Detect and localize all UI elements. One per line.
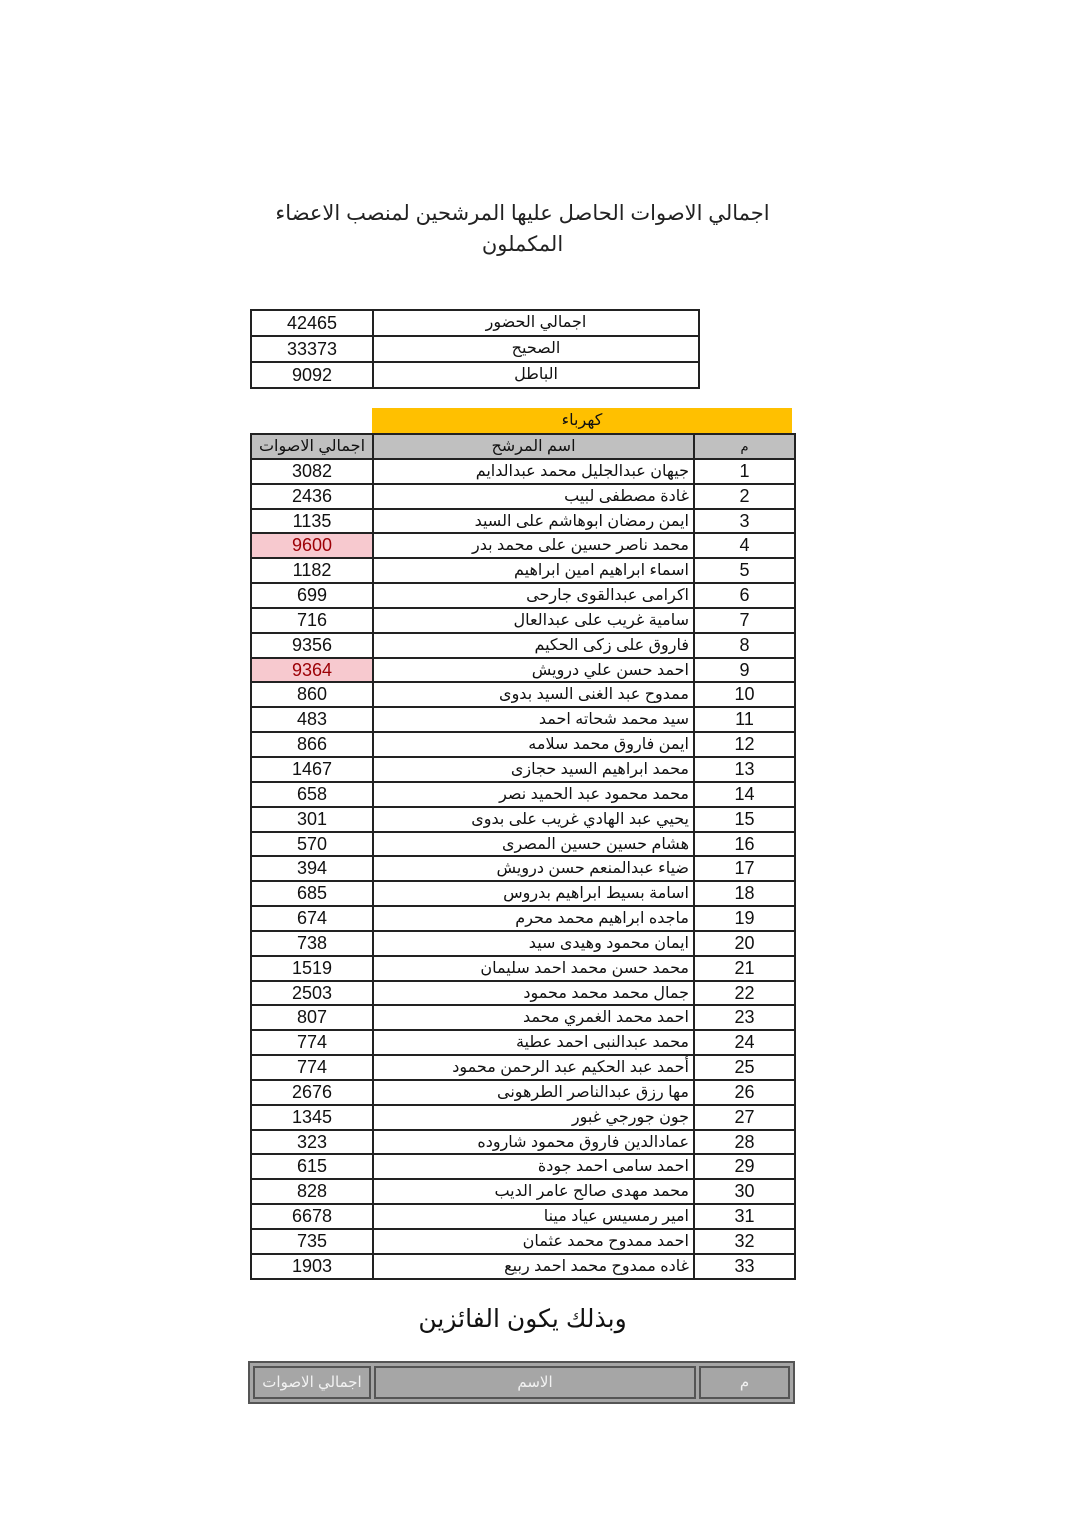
- candidate-name-cell: هشام حسين حسين المصرى: [374, 833, 695, 856]
- summary-row-invalid: [252, 363, 698, 389]
- summary-label: الصحيح: [511, 340, 561, 357]
- title-line-2: المكملون: [481, 233, 564, 256]
- votes-cell: 738: [252, 932, 374, 955]
- winners-title: وبذلك يكون الفائزين: [418, 1305, 627, 1333]
- index-cell: 1: [739, 460, 750, 481]
- table-row: [252, 907, 794, 932]
- votes-cell: 807: [252, 1006, 374, 1029]
- votes-cell: 774: [252, 1031, 374, 1054]
- index-cell: 11: [735, 709, 754, 730]
- candidate-name-cell: فاروق على زكى الحكيم: [374, 634, 695, 657]
- index-cell: 8: [739, 634, 750, 655]
- index-cell: 3: [739, 510, 750, 531]
- candidate-name-cell: محمد حسن محمد احمد سليمان: [374, 957, 695, 980]
- table-row: [252, 1255, 794, 1280]
- winners-header-votes: اجمالي الاصوات: [253, 1366, 371, 1399]
- index-cell: 15: [734, 808, 755, 829]
- table-row: [252, 1056, 794, 1081]
- table-row: [252, 683, 794, 708]
- table-row: [252, 485, 794, 510]
- table-row: [252, 783, 794, 808]
- summary-label: اجمالي الحضور: [485, 314, 587, 331]
- header-votes: اجمالي الاصوات: [252, 435, 374, 458]
- candidate-name-cell: سامية غريب على عبدالعال: [374, 609, 695, 632]
- candidate-name-cell: محمد عبدالنبى احمد عطية: [374, 1031, 695, 1054]
- table-row: [252, 932, 794, 957]
- candidate-name-cell: اسماء ابراهيم امين ابراهيم: [374, 559, 695, 582]
- votes-cell: 301: [252, 808, 374, 831]
- summary-row-valid: [252, 337, 698, 363]
- table-row: [252, 982, 794, 1007]
- candidate-name-cell: امير رمسيس عياد مينا: [374, 1205, 695, 1228]
- candidate-name-cell: ايمن فاروق محمد سلامه: [374, 733, 695, 756]
- index-cell: 30: [734, 1181, 755, 1202]
- votes-cell: 866: [252, 733, 374, 756]
- table-row: [252, 1230, 794, 1255]
- candidate-name-cell: جون جورجي غبور: [374, 1106, 695, 1129]
- candidate-name-cell: محمد ابراهيم السيد حجازى: [374, 758, 695, 781]
- candidate-name-cell: ماجده ابراهيم محمد محرم: [374, 907, 695, 930]
- candidate-name-cell: عمادالدين فاروق محمود شاروده: [374, 1131, 695, 1154]
- candidate-name-cell: احمد ممدوح محمد عثمان: [374, 1230, 695, 1253]
- candidates-table: [250, 433, 796, 1280]
- candidate-name-cell: سيد محمد شحاته احمد: [374, 708, 695, 731]
- title-line-1: اجمالي الاصوات الحاصل عليها المرشحين لمنصب الاعضاء: [275, 202, 770, 225]
- index-cell: 32: [734, 1231, 755, 1251]
- index-cell: 5: [739, 560, 750, 581]
- table-row: [252, 1155, 794, 1180]
- index-cell: 9: [739, 659, 750, 680]
- candidate-name-cell: احمد سامى احمد جودة: [374, 1155, 695, 1178]
- index-cell: 26: [734, 1081, 755, 1102]
- table-row: [252, 1106, 794, 1131]
- table-row: [252, 1205, 794, 1230]
- table-row: [252, 659, 794, 684]
- index-cell: 21: [734, 957, 755, 978]
- candidate-name-cell: محمد محمود عبد الحميد نصر: [374, 783, 695, 806]
- votes-cell: 9356: [252, 634, 374, 657]
- candidate-name-cell: اكرامى عبدالقوى جارحى: [374, 584, 695, 607]
- votes-cell: 716: [252, 609, 374, 632]
- votes-cell: 735: [252, 1230, 374, 1253]
- candidate-name-cell: ضياء عبدالمنعم حسن درويش: [374, 857, 695, 880]
- table-header-row: [252, 433, 794, 460]
- table-row: [252, 833, 794, 858]
- votes-cell: 860: [252, 683, 374, 706]
- candidate-name-cell: يحيي عبد الهادي غريب على بدوى: [374, 808, 695, 831]
- summary-label: الباطل: [514, 366, 558, 383]
- votes-cell: 1903: [252, 1255, 374, 1278]
- table-row: [252, 1031, 794, 1056]
- index-cell: 4: [739, 535, 750, 556]
- index-cell: 16: [734, 833, 755, 854]
- candidate-name-cell: مها رزق عبدالناصر الطرهونى: [374, 1081, 695, 1104]
- section-header: كهرباء: [372, 408, 792, 433]
- table-row: [252, 857, 794, 882]
- table-row: [252, 808, 794, 833]
- index-cell: 13: [734, 758, 755, 779]
- candidate-name-cell: غاده ممدوح محمد احمد ربيع: [374, 1255, 695, 1278]
- table-row: [252, 733, 794, 758]
- votes-cell: 2503: [252, 982, 374, 1005]
- votes-cell: 658: [252, 783, 374, 806]
- votes-cell: 9600: [252, 534, 374, 557]
- table-row: [252, 1081, 794, 1106]
- index-cell: 18: [734, 883, 755, 904]
- votes-cell: 1519: [252, 957, 374, 980]
- index-cell: 6: [739, 585, 750, 606]
- votes-cell: 674: [252, 907, 374, 930]
- table-row: [252, 559, 794, 584]
- votes-cell: 615: [252, 1155, 374, 1178]
- votes-cell: 2676: [252, 1081, 374, 1104]
- votes-cell: 9364: [252, 659, 374, 682]
- candidate-name-cell: احمد محمد الغمري محمد: [374, 1006, 695, 1029]
- summary-value: 42465: [252, 311, 374, 335]
- votes-cell: 1135: [252, 510, 374, 533]
- table-row: [252, 708, 794, 733]
- candidate-name-cell: أحمد عبد الحكيم عبد الرحمن محمود: [374, 1056, 695, 1079]
- votes-cell: 394: [252, 857, 374, 880]
- table-row: [252, 758, 794, 783]
- votes-cell: 3082: [252, 460, 374, 483]
- votes-cell: 1182: [252, 559, 374, 582]
- index-cell: 20: [734, 932, 755, 953]
- index-cell: 22: [734, 982, 755, 1003]
- candidate-name-cell: محمد مهدى صالح عامر الديب: [374, 1180, 695, 1203]
- index-cell: 28: [734, 1131, 755, 1152]
- document-title: [250, 198, 795, 260]
- table-row: [252, 510, 794, 535]
- summary-value: 33373: [252, 337, 374, 361]
- votes-cell: 6678: [252, 1205, 374, 1228]
- votes-cell: 570: [252, 833, 374, 856]
- candidate-name-cell: جمال محمد محمد محمود: [374, 982, 695, 1005]
- table-row: [252, 609, 794, 634]
- header-name: اسم المرشح: [374, 435, 695, 458]
- table-row: [252, 460, 794, 485]
- votes-cell: 2436: [252, 485, 374, 508]
- table-row: [252, 584, 794, 609]
- candidate-name-cell: اسامة بسيط ابراهيم بدروس: [374, 882, 695, 905]
- candidate-name-cell: ممدوح عبد الغنى السيد بدوى: [374, 683, 695, 706]
- votes-cell: 699: [252, 584, 374, 607]
- index-cell: 29: [734, 1156, 755, 1177]
- candidate-name-cell: غادة مصطفى لبيب: [374, 485, 695, 508]
- index-cell: 23: [734, 1007, 755, 1028]
- candidate-name-cell: ايمان محمود وهيدى سيد: [374, 932, 695, 955]
- table-row: [252, 534, 794, 559]
- index-cell: 12: [734, 734, 755, 755]
- table-row: [252, 882, 794, 907]
- table-row: [252, 957, 794, 982]
- winners-header-index: م: [699, 1366, 790, 1399]
- winners-table-header: [248, 1361, 795, 1404]
- index-cell: 14: [734, 783, 755, 804]
- votes-cell: 828: [252, 1180, 374, 1203]
- header-index: م: [740, 439, 749, 454]
- votes-cell: 323: [252, 1131, 374, 1154]
- summary-row-attendance: [252, 311, 698, 337]
- summary-table: [250, 309, 700, 389]
- candidate-name-cell: ايمن رمضان ابوهاشم على السيد: [374, 510, 695, 533]
- table-row: [252, 1006, 794, 1031]
- votes-cell: 1345: [252, 1106, 374, 1129]
- table-row: [252, 1131, 794, 1156]
- index-cell: 25: [734, 1057, 755, 1078]
- winners-header-name: الاسم: [374, 1366, 696, 1399]
- votes-cell: 685: [252, 882, 374, 905]
- index-cell: 33: [734, 1255, 755, 1276]
- index-cell: 2: [739, 485, 750, 506]
- votes-cell: 1467: [252, 758, 374, 781]
- index-cell: 31: [734, 1206, 755, 1227]
- index-cell: 10: [734, 684, 755, 705]
- index-cell: 17: [734, 858, 755, 879]
- index-cell: 19: [734, 908, 755, 929]
- summary-value: 9092: [252, 363, 374, 387]
- votes-cell: 774: [252, 1056, 374, 1079]
- candidate-name-cell: جيهان عبدالجليل محمد عبدالدايم: [374, 460, 695, 483]
- index-cell: 24: [734, 1032, 755, 1053]
- candidate-name-cell: محمد ناصر حسين على محمد بدر: [374, 534, 695, 557]
- index-cell: 27: [734, 1106, 755, 1127]
- table-row: [252, 634, 794, 659]
- candidate-name-cell: احمد حسن علي درويش: [374, 659, 695, 682]
- index-cell: 7: [739, 609, 750, 630]
- table-row: [252, 1180, 794, 1205]
- votes-cell: 483: [252, 708, 374, 731]
